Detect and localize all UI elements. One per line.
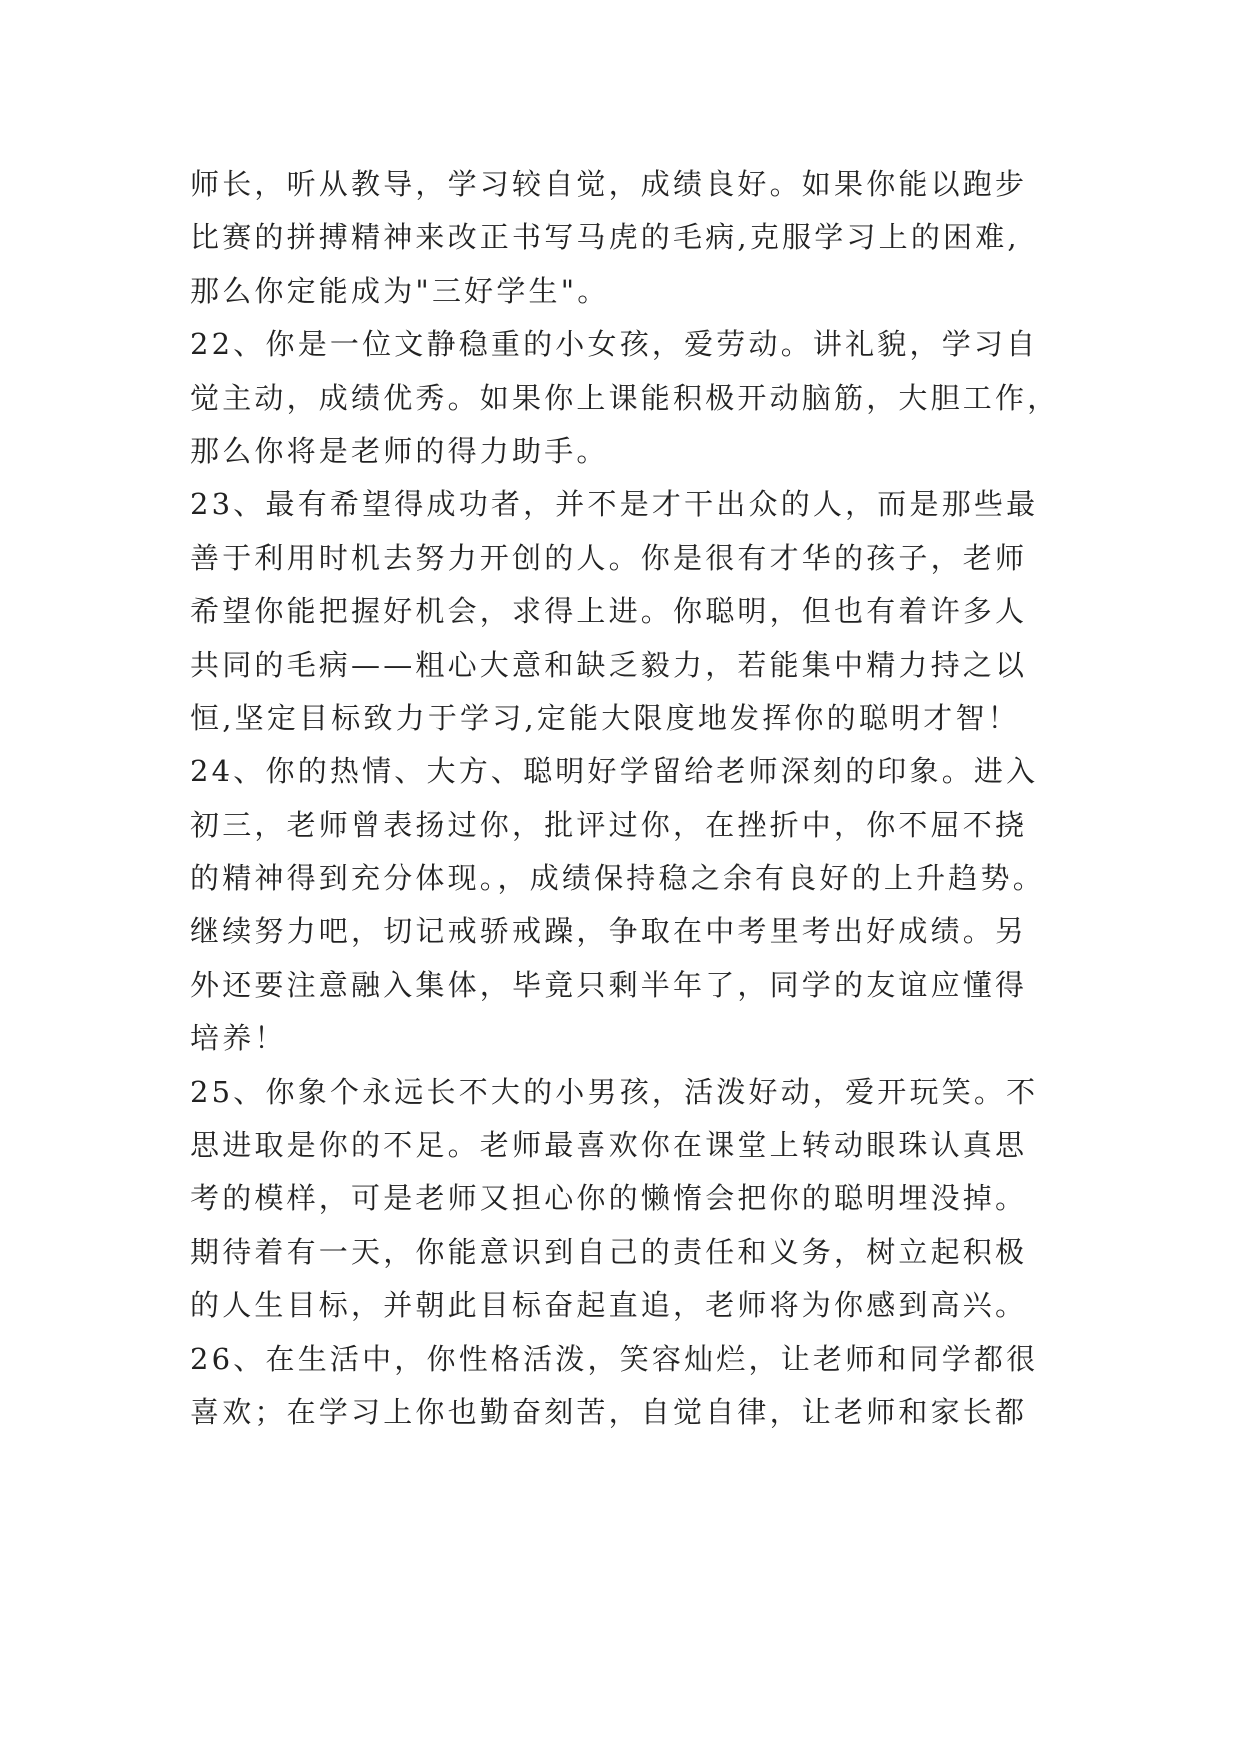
text-line: 26、在生活中，你性格活泼，笑容灿烂，让老师和同学都很 [190,1341,1039,1376]
text-line: 继续努力吧，切记戒骄戒躁，争取在中考里考出好成绩。另 [190,914,1028,949]
text-line: 的精神得到充分体现。，成绩保持稳之余有良好的上升趋势。 [190,861,1045,896]
text-line: 比赛的拼搏精神来改正书写马虎的毛病,克服学习上的困难, [190,220,1020,255]
text-line: 考的模样，可是老师又担心你的懒惰会把你的聪明埋没掉。 [190,1181,1028,1216]
text-line: 22、你是一位文静稳重的小女孩，爱劳动。讲礼貌，学习自 [190,327,1039,362]
text-line: 善于利用时机去努力开创的人。你是很有才华的孩子，老师 [190,540,1028,575]
text-line: 期待着有一天，你能意识到自己的责任和义务，树立起积极 [190,1234,1028,1269]
text-line: 初三，老师曾表扬过你，批评过你，在挫折中，你不屈不挠 [190,807,1028,842]
text-line: 外还要注意融入集体，毕竟只剩半年了，同学的友谊应懂得 [190,967,1028,1002]
text-line: 共同的毛病——粗心大意和缺乏毅力，若能集中精力持之以 [190,647,1028,682]
text-line: 24、你的热情、大方、聪明好学留给老师深刻的印象。进入 [190,754,1039,789]
body-text [190,158,1090,1439]
text-line: 希望你能把握好机会，求得上进。你聪明，但也有着许多人 [190,594,1028,629]
text-line: 那么你定能成为"三好学生"。 [190,273,610,308]
text-line: 喜欢；在学习上你也勤奋刻苦，自觉自律，让老师和家长都 [190,1394,1028,1429]
text-line: 思进取是你的不足。老师最喜欢你在课堂上转动眼珠认真思 [190,1128,1028,1163]
text-line: 恒,坚定目标致力于学习,定能大限度地发挥你的聪明才智！ [190,700,1020,735]
text-line: 23、最有希望得成功者，并不是才干出众的人，而是那些最 [190,487,1039,522]
text-line: 那么你将是老师的得力助手。 [190,433,609,468]
text-line: 培养！ [190,1021,287,1056]
text-line: 觉主动，成绩优秀。如果你上课能积极开动脑筋，大胆工作， [190,380,1060,415]
text-line: 师长，听从教导，学习较自觉，成绩良好。如果你能以跑步 [190,167,1028,201]
text-line: 25、你象个永远长不大的小男孩，活泼好动，爱开玩笑。不 [190,1074,1039,1109]
text-line: 的人生目标，并朝此目标奋起直追，老师将为你感到高兴。 [190,1288,1028,1323]
